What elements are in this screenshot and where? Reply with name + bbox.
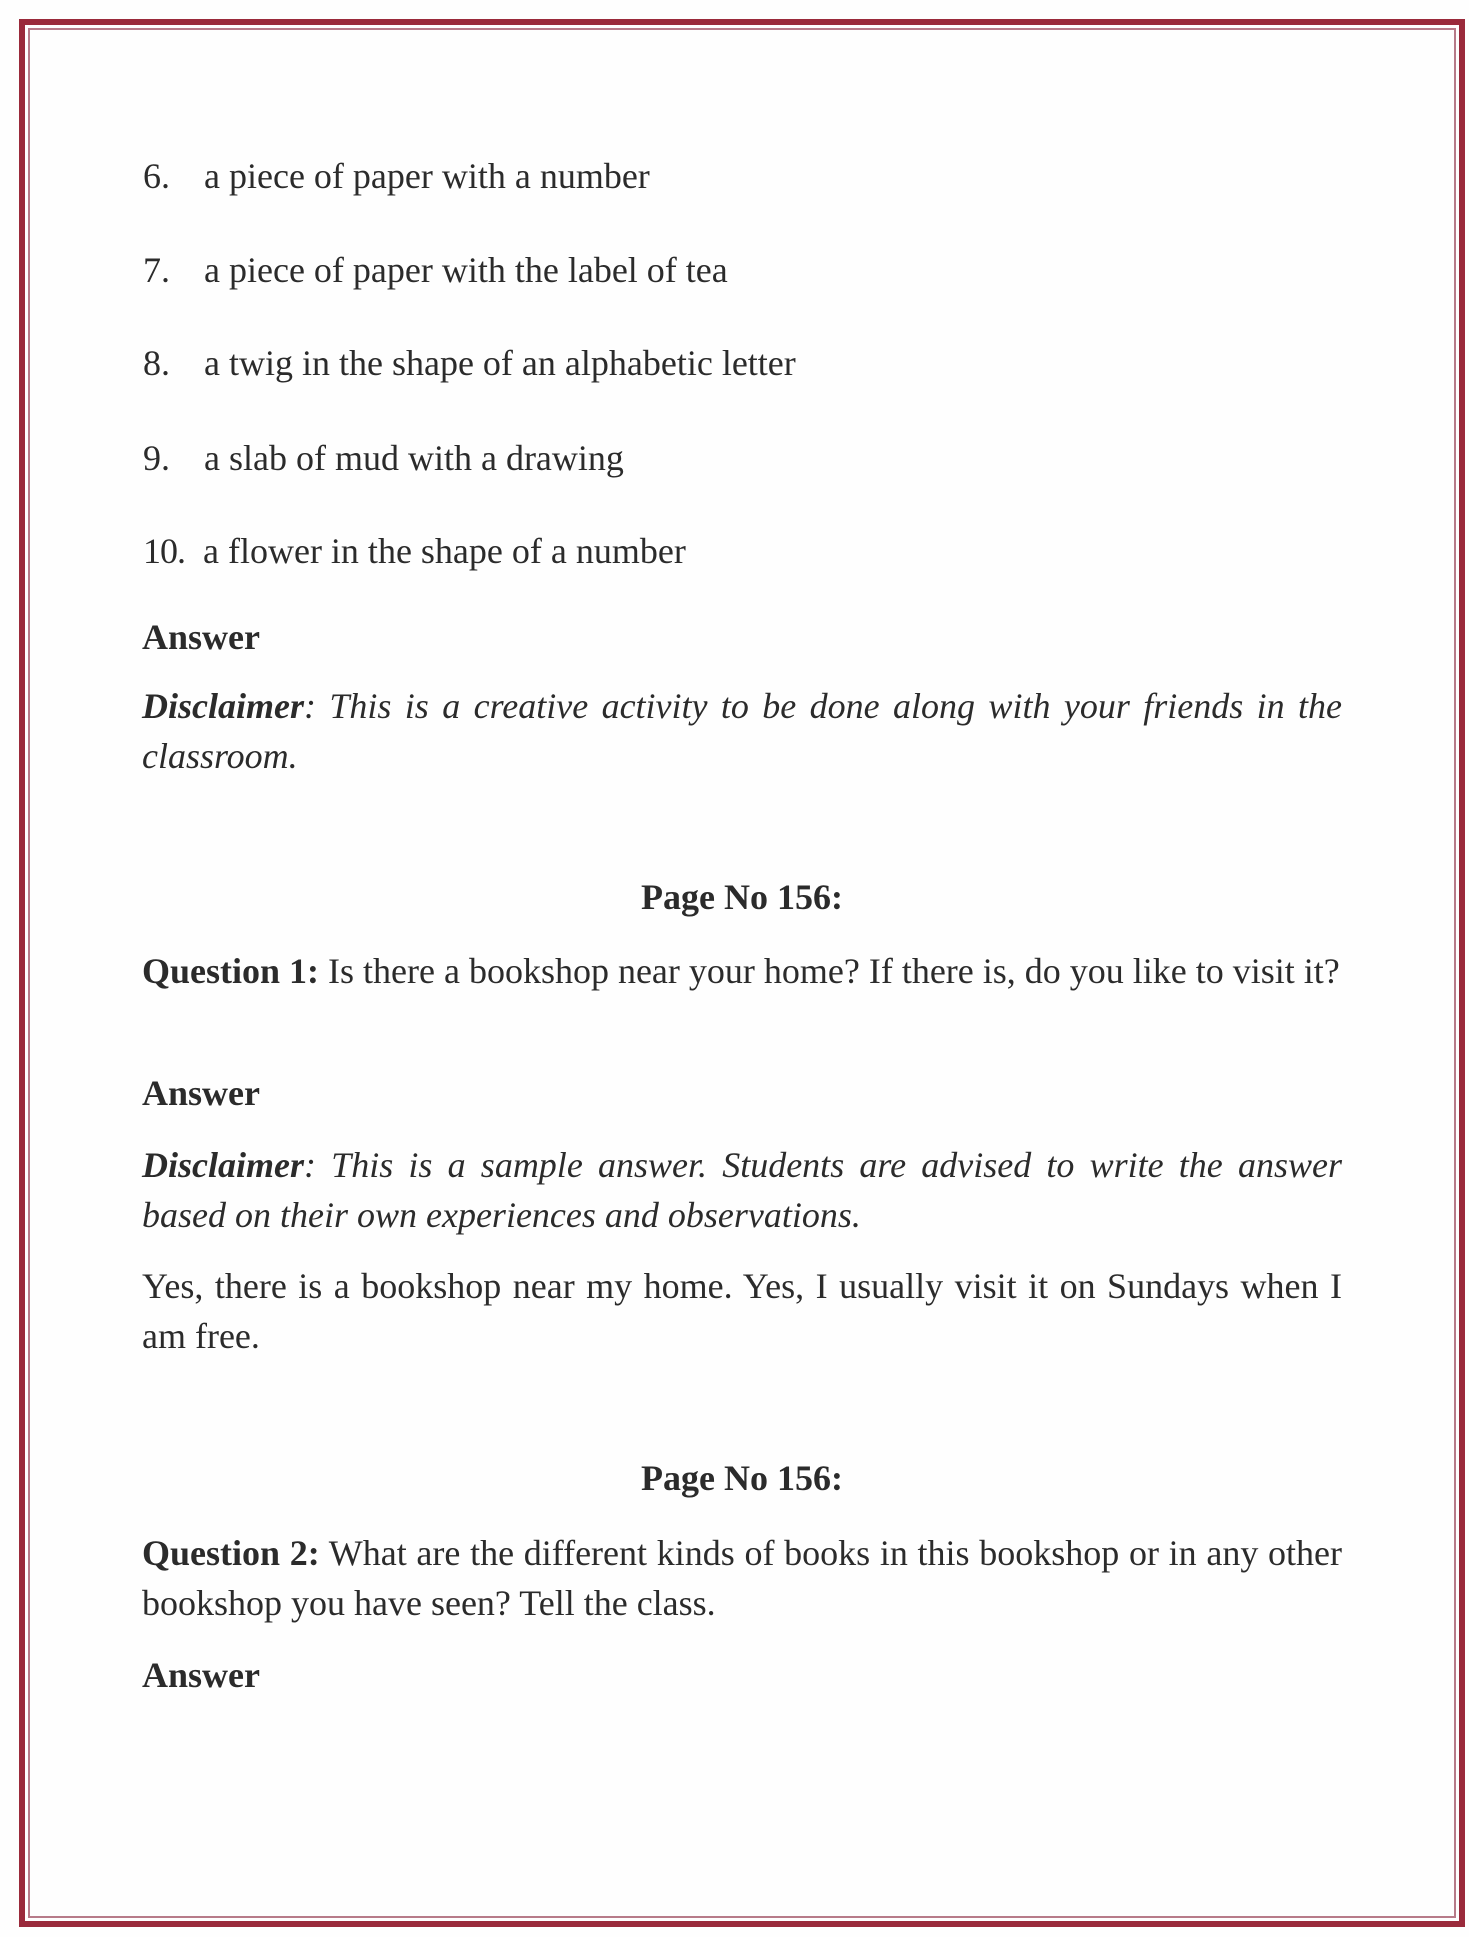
answer-paragraph: Yes, there is a bookshop near my home. Yes, I usually visit it on Sundays when I am free. — [142, 1266, 1342, 1356]
list-number: 9. — [143, 438, 170, 478]
disclaimer-label: Disclaimer — [142, 686, 304, 726]
page-heading: Page No 156: — [641, 1458, 843, 1498]
answer-heading: Answer — [142, 617, 260, 657]
list-item: a flower in the shape of a number — [203, 531, 686, 571]
disclaimer-text: : This is a sample answer. Students are advised to write the answer based on their own experiences and observations. — [142, 1145, 1342, 1235]
list-number: 10. — [143, 531, 185, 571]
question-text: Is there a bookshop near your home? If there is, do you like to visit it? — [319, 951, 1340, 991]
disclaimer-label: Disclaimer — [142, 1145, 304, 1185]
question-paragraph — [142, 946, 1342, 996]
page-heading: Page No 156: — [641, 877, 843, 917]
list-item: a twig in the shape of an alphabetic letter — [204, 343, 796, 383]
answer-heading: Answer — [142, 1655, 260, 1695]
disclaimer-paragraph — [142, 1140, 1342, 1240]
question-text: What are the different kinds of books in this bookshop or in any other bookshop you have seen? Tell the class. — [142, 1533, 1343, 1623]
question-label: Question 1: — [142, 951, 320, 991]
disclaimer-text: : This is a creative activity to be done along with your friends in the classroom. — [142, 686, 1342, 776]
list-number: 8. — [143, 343, 170, 383]
question-label: Question 2: — [142, 1533, 320, 1573]
question-paragraph — [142, 1528, 1342, 1628]
list-number: 6. — [143, 156, 170, 196]
list-item: a piece of paper with the label of tea — [204, 250, 728, 290]
disclaimer-paragraph — [142, 681, 1342, 781]
answer-heading: Answer — [142, 1073, 260, 1113]
list-item: a piece of paper with a number — [204, 156, 650, 196]
list-item: a slab of mud with a drawing — [204, 438, 624, 478]
list-number: 7. — [143, 250, 170, 290]
